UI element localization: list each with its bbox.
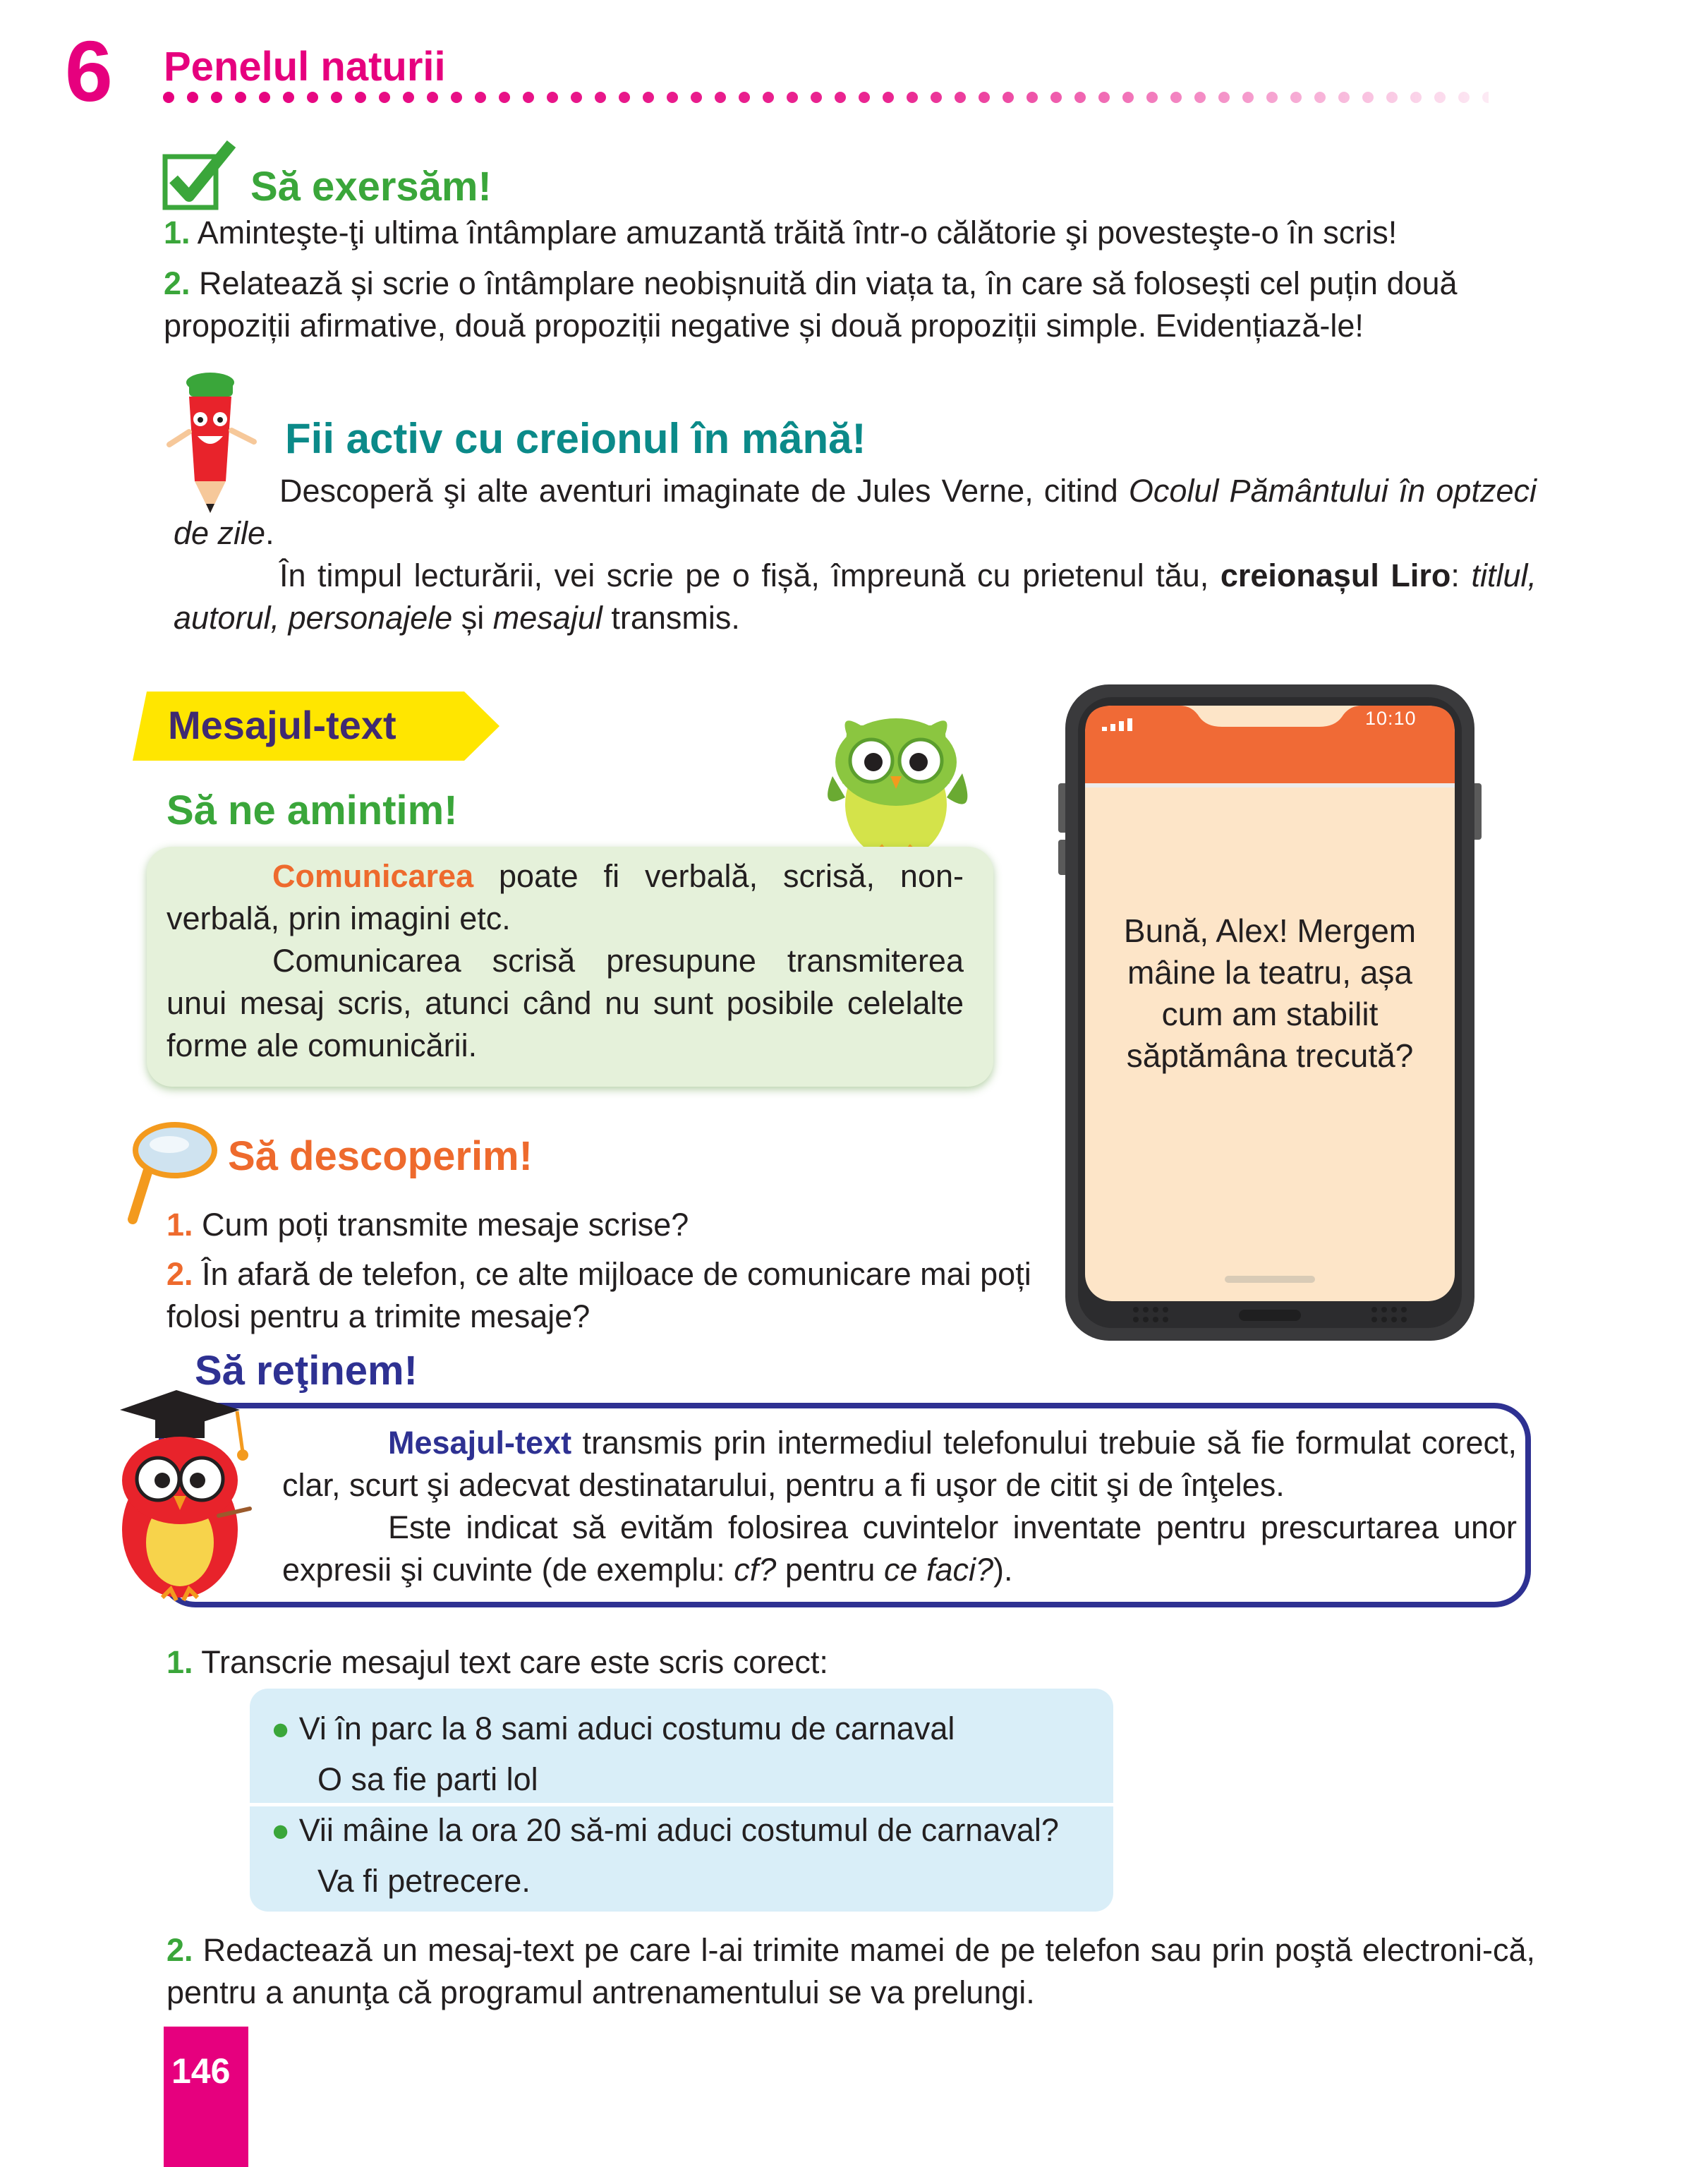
item-number: 1. <box>164 215 190 250</box>
banner-label: Mesajul-text <box>168 703 396 747</box>
graduate-owl-icon <box>106 1389 254 1605</box>
item-number: 1. <box>166 1207 193 1243</box>
active-paragraph-2: În timpul lecturării, vei scrie pe o fișă, împreună cu prietenul tău, creionașul Liro: titlul, autorul, personajele și mesajul transmis. <box>174 557 1537 636</box>
keyword-communication: Comunicarea <box>272 858 474 894</box>
options-divider <box>250 1803 1113 1806</box>
phone-message: Bună, Alex! Mergem mâine la teatru, așa cum am stabilit săptămâna trecută? <box>1123 912 1417 1074</box>
item-text: Relatează și scrie o întâmplare neobișnuită din viața ta, în care să folosești cel puțin două propoziții afirmative, două propoziții negative și două propoziții simple. Evidențiază-le! <box>164 265 1458 344</box>
checkbox-check-icon <box>162 140 237 212</box>
item-number: 2. <box>164 265 190 301</box>
task-1 <box>166 1641 1507 1684</box>
item-number: 2. <box>166 1932 193 1968</box>
item-text: Transcrie mesajul text care este scris corect: <box>201 1644 828 1680</box>
option-item: ● Vi în parc la 8 sami aduci costumu de carnaval O sa fie parti lol <box>271 1710 955 1797</box>
item-number: 2. <box>166 1256 193 1292</box>
bullet-icon: ● <box>271 1710 291 1746</box>
mascot-name: creionașul Liro <box>1220 557 1451 593</box>
retain-text: Mesajul-text transmis prin intermediul telefonului trebuie să fie formulat corect, clar, scurt şi adecvat destinatarului, pentru a fi uşor de citit şi de înţeles. Este indicat să evităm folosirea cuvintelor inventate pentru prescurtarea unor expresii şi cuvinte (de exemplu: cf? pentru ce faci?). <box>282 1425 1517 1588</box>
item-number: 1. <box>166 1644 193 1680</box>
remember-text: Comunicarea poate fi verbală, scrisă, non-verbală, prin imagini etc. Comunicarea scrisă presupune transmiterea unui mesaj scris, atunci când nu sunt posibile celelalte forme ale comunicării. <box>166 858 964 1063</box>
exercise-item <box>164 212 1518 254</box>
chapter-title: Penelul naturii <box>164 44 446 90</box>
active-paragraph-1: Descoperă şi alte aventuri imaginate de Jules Verne, citind Ocolul Pământului în optzeci de zile. <box>174 473 1537 551</box>
keyword-text-message: Mesajul-text <box>388 1425 572 1461</box>
dotted-divider <box>162 90 1489 104</box>
section-heading-active: Fii activ cu creionul în mână! <box>285 415 866 462</box>
book-title: Ocolul Pământului în optzeci de zile <box>174 473 1537 551</box>
item-text: Redactează un mesaj-text pe care l-ai trimite mamei de pe telefon sau prin poştă electroni-că, pentru a anunţa că programul antrenamentului se va prelungi. <box>166 1932 1535 2010</box>
section-heading-retain: Să reţinem! <box>195 1348 418 1394</box>
owl-icon <box>811 706 981 862</box>
page-number-tab <box>164 2027 248 2167</box>
section-heading-exercise: Să exersăm! <box>250 164 492 210</box>
section-heading-discover: Să descoperim! <box>228 1133 533 1179</box>
discover-item <box>166 1204 1084 1246</box>
phone-clock: 10:10 <box>1365 708 1417 729</box>
task-2 <box>166 1929 1535 2014</box>
item-text: În afară de telefon, ce alte mijloace de comunicare mai poți folosi pentru a trimite mesaje? <box>166 1256 1031 1334</box>
bullet-icon: ● <box>271 1812 291 1848</box>
item-text: Cum poți transmite mesaje scrise? <box>202 1207 689 1243</box>
discover-item <box>166 1253 1059 1338</box>
chapter-number: 6 <box>65 23 113 119</box>
page-number: 146 <box>171 2051 231 2091</box>
item-text: Aminteşte-ţi ultima întâmplare amuzantă trăită într-o călătorie şi povesteşte-o în scris! <box>197 215 1398 250</box>
option-item: ● Vii mâine la ora 20 să-mi aduci costumul de carnaval? Va fi petrecere. <box>271 1812 1059 1899</box>
section-heading-remember: Să ne amintim! <box>166 787 458 833</box>
exercise-item <box>164 262 1525 347</box>
